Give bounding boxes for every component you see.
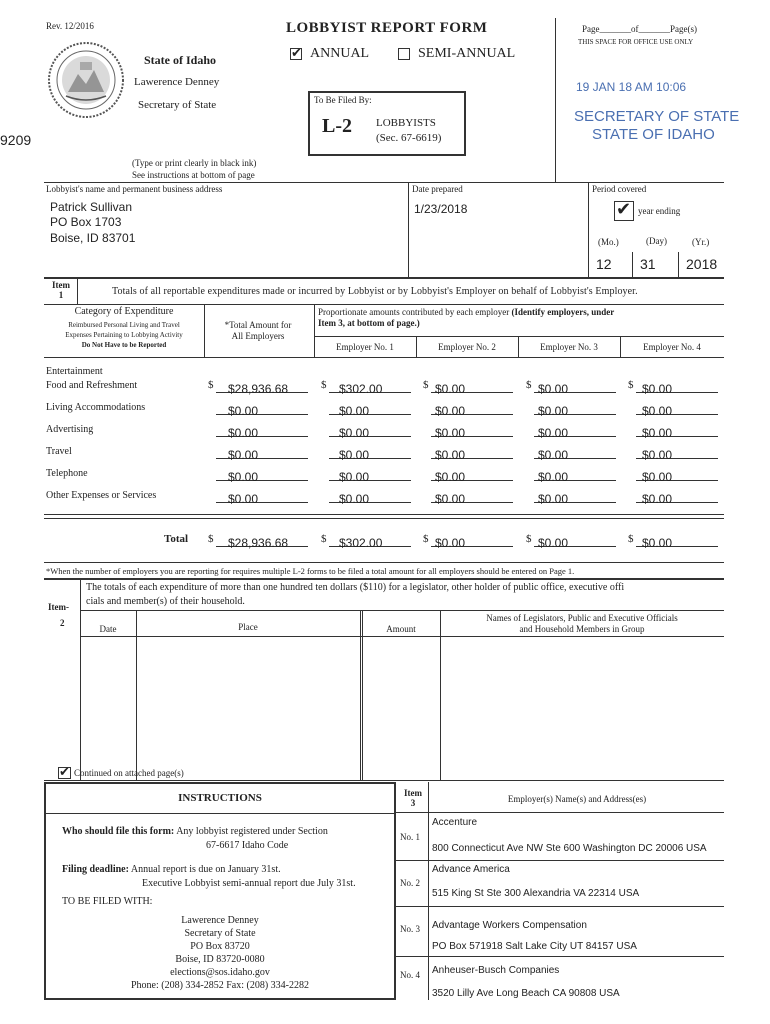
rule bbox=[44, 182, 724, 183]
dollar-sign: $ bbox=[423, 533, 429, 545]
employer1-entertainment[interactable]: $302.00 bbox=[329, 380, 411, 393]
lobbyist-address-line2[interactable]: Boise, ID 83701 bbox=[50, 231, 136, 245]
instructions-title: INSTRUCTIONS bbox=[178, 792, 262, 804]
rule bbox=[428, 782, 429, 1000]
rule bbox=[396, 906, 724, 907]
month-label: (Mo.) bbox=[598, 237, 619, 247]
dollar-sign: $ bbox=[526, 533, 532, 545]
employer3-living[interactable]: $0.00 bbox=[534, 402, 616, 415]
received-stamp-date: 19 JAN 18 AM 10:06 bbox=[576, 80, 687, 94]
form-code-box bbox=[308, 91, 466, 156]
rule bbox=[44, 514, 724, 515]
check-icon: ✔ bbox=[59, 764, 70, 779]
rule bbox=[588, 182, 589, 278]
year-ending-checkbox[interactable] bbox=[614, 201, 634, 221]
category-label: Other Expenses or Services bbox=[46, 490, 157, 501]
item2-description-cont: cials and member(s) of their household. bbox=[86, 596, 245, 607]
type-instruction: (Type or print clearly in black ink) bbox=[132, 158, 257, 168]
lobbyist-address-line1[interactable]: PO Box 1703 bbox=[50, 215, 122, 229]
check-icon: ✔ bbox=[616, 199, 632, 219]
item2-description: The totals of each expenditure of more than one hundred ten dollars ($110) for a legislator, other holder of public office, executive offi bbox=[86, 582, 625, 593]
total-label: Total bbox=[164, 533, 189, 545]
who-should-file-cont: 67-6617 Idaho Code bbox=[206, 840, 289, 851]
dollar-sign: $ bbox=[321, 533, 327, 545]
rule bbox=[44, 562, 724, 563]
office-use-note: THIS SPACE FOR OFFICE USE ONLY bbox=[578, 38, 694, 46]
employer-1-address[interactable]: 800 Connecticut Ave NW Ste 600 Washington DC 20006 USA bbox=[432, 843, 707, 854]
received-stamp-line2: STATE OF IDAHO bbox=[592, 126, 715, 143]
date-prepared[interactable]: 1/23/2018 bbox=[414, 202, 468, 216]
total-travel[interactable]: $0.00 bbox=[216, 446, 308, 459]
period-month[interactable]: 12 bbox=[596, 256, 612, 272]
category-note: Reimbursed Personal Living and Travel Expenses Pertaining to Lobbying Activity Do Not Have to be Reported bbox=[65, 321, 183, 349]
employer4-travel[interactable]: $0.00 bbox=[636, 446, 718, 459]
received-stamp-line1: SECRETARY OF STATE bbox=[574, 108, 740, 125]
annual-label: ANNUAL bbox=[310, 46, 370, 61]
employer-3-header: Employer No. 3 bbox=[540, 342, 598, 352]
employer3-telephone[interactable]: $0.00 bbox=[534, 468, 616, 481]
dollar-sign: $ bbox=[628, 379, 634, 391]
rule bbox=[80, 610, 724, 611]
filing-deadline: Filing deadline: Annual report is due on January 31st. bbox=[62, 864, 281, 875]
date-prepared-label: Date prepared bbox=[412, 184, 463, 194]
category-label: Food and Refreshment bbox=[46, 380, 138, 391]
total-amount-header: *Total Amount for All Employers bbox=[224, 320, 292, 341]
category-header: Category of Expenditure bbox=[74, 306, 174, 317]
employer4-living[interactable]: $0.00 bbox=[636, 402, 718, 415]
employer-no-2: No. 2 bbox=[400, 878, 420, 888]
employer-1-name[interactable]: Accenture bbox=[432, 817, 478, 828]
col-amount: Amount bbox=[386, 624, 416, 634]
category-label: Entertainment bbox=[46, 366, 103, 377]
instructions-box bbox=[44, 782, 396, 1000]
official-title: Secretary of State bbox=[138, 99, 217, 111]
employer-3-address[interactable]: PO Box 571918 Salt Lake City UT 84157 USA bbox=[432, 941, 637, 952]
employer-no-1: No. 1 bbox=[400, 832, 420, 842]
rule bbox=[80, 636, 724, 637]
state-name: State of Idaho bbox=[144, 53, 217, 67]
rule bbox=[408, 182, 409, 278]
total-other[interactable]: $0.00 bbox=[216, 490, 308, 503]
employer4-other[interactable]: $0.00 bbox=[636, 490, 718, 503]
employer2-travel[interactable]: $0.00 bbox=[431, 446, 513, 459]
multiple-forms-footnote: *When the number of employers you are reporting for requires multiple L-2 forms to be filed a total amount for all employers should be entered on Page 1. bbox=[46, 566, 575, 576]
employer-no-3: No. 3 bbox=[400, 924, 420, 934]
rule bbox=[314, 336, 724, 337]
employer4-telephone[interactable]: $0.00 bbox=[636, 468, 718, 481]
total-entertainment[interactable]: $28,936.68 bbox=[216, 380, 308, 393]
dollar-sign: $ bbox=[321, 379, 327, 391]
employer2-telephone[interactable]: $0.00 bbox=[431, 468, 513, 481]
rule bbox=[44, 518, 724, 519]
elections-email[interactable]: elections@sos.idaho.gov bbox=[170, 967, 270, 978]
col-date: Date bbox=[99, 624, 117, 634]
check-icon: ✔ bbox=[291, 45, 302, 60]
page-of-pages: Page_______of_______Page(s) bbox=[582, 24, 697, 34]
rule bbox=[204, 305, 205, 357]
rule bbox=[396, 956, 724, 957]
period-covered-label: Period covered bbox=[592, 184, 647, 194]
employer1-advertising[interactable]: $0.00 bbox=[329, 424, 411, 437]
file-with-label: TO BE FILED WITH: bbox=[62, 896, 153, 907]
item2-label: Item- bbox=[48, 602, 69, 612]
employer-4-address[interactable]: 3520 Lilly Ave Long Beach CA 90808 USA bbox=[432, 988, 620, 999]
item2-number: 2 bbox=[60, 618, 65, 628]
rule bbox=[44, 578, 724, 580]
employer-addresses-header: Employer(s) Name(s) and Address(es) bbox=[507, 794, 647, 804]
filing-deadline-semiannual: Executive Lobbyist semi-annual report due July 31st. bbox=[142, 878, 356, 889]
dollar-sign: $ bbox=[208, 533, 214, 545]
employer-2-name[interactable]: Advance America bbox=[432, 864, 510, 875]
employer-4-header: Employer No. 4 bbox=[643, 342, 701, 352]
continued-label: Continued on attached page(s) bbox=[74, 768, 184, 778]
category-label: Advertising bbox=[46, 424, 94, 435]
annual-checkbox[interactable] bbox=[290, 45, 302, 60]
col-names: Names of Legislators, Public and Executive Officials and Household Members in Group bbox=[486, 613, 678, 634]
employer4-advertising[interactable]: $0.00 bbox=[636, 424, 718, 437]
employer-no-4: No. 4 bbox=[400, 970, 420, 980]
total-telephone[interactable]: $0.00 bbox=[216, 468, 308, 481]
continued-checkbox[interactable] bbox=[58, 764, 71, 779]
employer-1-header: Employer No. 1 bbox=[336, 342, 394, 352]
rule bbox=[678, 252, 679, 278]
rule bbox=[44, 357, 724, 358]
employer2-living[interactable]: $0.00 bbox=[431, 402, 513, 415]
total-living[interactable]: $0.00 bbox=[216, 402, 308, 415]
dollar-sign: $ bbox=[423, 379, 429, 391]
grand-total-employer3[interactable]: $0.00 bbox=[534, 534, 616, 547]
employer-2-address[interactable]: 515 King St Ste 300 Alexandria VA 22314 USA bbox=[432, 888, 640, 899]
employer-3-name[interactable]: Advantage Workers Compensation bbox=[432, 920, 587, 931]
employer-2-header: Employer No. 2 bbox=[438, 342, 496, 352]
year-label: (Yr.) bbox=[692, 237, 710, 247]
employer2-advertising[interactable]: $0.00 bbox=[431, 424, 513, 437]
dollar-sign: $ bbox=[628, 533, 634, 545]
col-place: Place bbox=[238, 622, 258, 632]
dollar-sign: $ bbox=[208, 379, 214, 391]
employer1-telephone[interactable]: $0.00 bbox=[329, 468, 411, 481]
employer3-other[interactable]: $0.00 bbox=[534, 490, 616, 503]
rule bbox=[46, 813, 394, 814]
dollar-sign: $ bbox=[526, 379, 532, 391]
rule bbox=[44, 304, 724, 305]
grand-total-employer2[interactable]: $0.00 bbox=[431, 534, 513, 547]
form-code: L-2 bbox=[322, 115, 352, 137]
form-title: LOBBYIST REPORT FORM bbox=[286, 20, 488, 36]
category-label: Travel bbox=[46, 446, 72, 457]
office-use-divider bbox=[555, 18, 556, 183]
lobbyist-name[interactable]: Patrick Sullivan bbox=[50, 200, 133, 214]
employer2-other[interactable]: $0.00 bbox=[431, 490, 513, 503]
revision-date: Rev. 12/2016 bbox=[46, 21, 94, 31]
employer3-entertainment[interactable]: $0.00 bbox=[534, 380, 616, 393]
employer3-travel[interactable]: $0.00 bbox=[534, 446, 616, 459]
to-be-filed-by: To Be Filed By: bbox=[314, 95, 372, 105]
period-year[interactable]: 2018 bbox=[686, 256, 718, 272]
semi-annual-label: SEMI-ANNUAL bbox=[418, 46, 516, 61]
rule bbox=[44, 277, 724, 279]
rule bbox=[44, 780, 724, 781]
item3-label: Item 3 bbox=[404, 788, 422, 808]
form-for: LOBBYISTS bbox=[376, 117, 436, 129]
see-instructions: See instructions at bottom of page bbox=[132, 170, 255, 180]
grand-total-employer4[interactable]: $0.00 bbox=[636, 534, 718, 547]
category-label: Living Accommodations bbox=[46, 402, 146, 413]
rule bbox=[396, 812, 724, 813]
day-label: (Day) bbox=[646, 236, 667, 246]
filing-address: Lawerence Denney Secretary of State PO Box 83720 Boise, ID 83720-0080 elections@sos.idaho.gov Phone: (208) 334-2852 Fax: (208) 334-2282 bbox=[46, 914, 394, 992]
item1-description: Totals of all reportable expenditures made or incurred by Lobbyist or by Lobbyist's Employer on behalf of Lobbyist's Employer. bbox=[112, 286, 638, 297]
form-section: (Sec. 67-6619) bbox=[376, 132, 442, 144]
category-label: Telephone bbox=[46, 468, 88, 479]
official-name: Lawerence Denney bbox=[134, 76, 220, 88]
employer4-entertainment[interactable]: $0.00 bbox=[636, 380, 718, 393]
item1-label: Item 1 bbox=[52, 280, 70, 300]
idaho-state-seal bbox=[46, 40, 126, 120]
lobbyist-address-label: Lobbyist's name and permanent business address bbox=[46, 184, 223, 194]
employer1-other[interactable]: $0.00 bbox=[329, 490, 411, 503]
year-ending-label: year ending bbox=[638, 206, 681, 216]
side-number: 9209 bbox=[0, 132, 32, 148]
grand-total-employer1[interactable]: $302.00 bbox=[329, 534, 411, 547]
semi-annual-checkbox[interactable] bbox=[398, 48, 410, 60]
employer2-entertainment[interactable]: $0.00 bbox=[431, 380, 513, 393]
period-day[interactable]: 31 bbox=[640, 256, 656, 272]
employer-4-name[interactable]: Anheuser-Busch Companies bbox=[432, 965, 560, 976]
employer1-living[interactable]: $0.00 bbox=[329, 402, 411, 415]
rule bbox=[396, 860, 724, 861]
employer1-travel[interactable]: $0.00 bbox=[329, 446, 411, 459]
rule bbox=[632, 252, 633, 278]
rule bbox=[77, 278, 78, 304]
proportionate-header: Proportionate amounts contributed by each employer (Identify employers, under Item 3, at bottom of page.) bbox=[318, 307, 615, 328]
who-should-file: Who should file this form: Any lobbyist registered under Section bbox=[62, 826, 328, 837]
employer3-advertising[interactable]: $0.00 bbox=[534, 424, 616, 437]
grand-total-all-employers[interactable]: $28,936.68 bbox=[216, 534, 308, 547]
total-advertising[interactable]: $0.00 bbox=[216, 424, 308, 437]
